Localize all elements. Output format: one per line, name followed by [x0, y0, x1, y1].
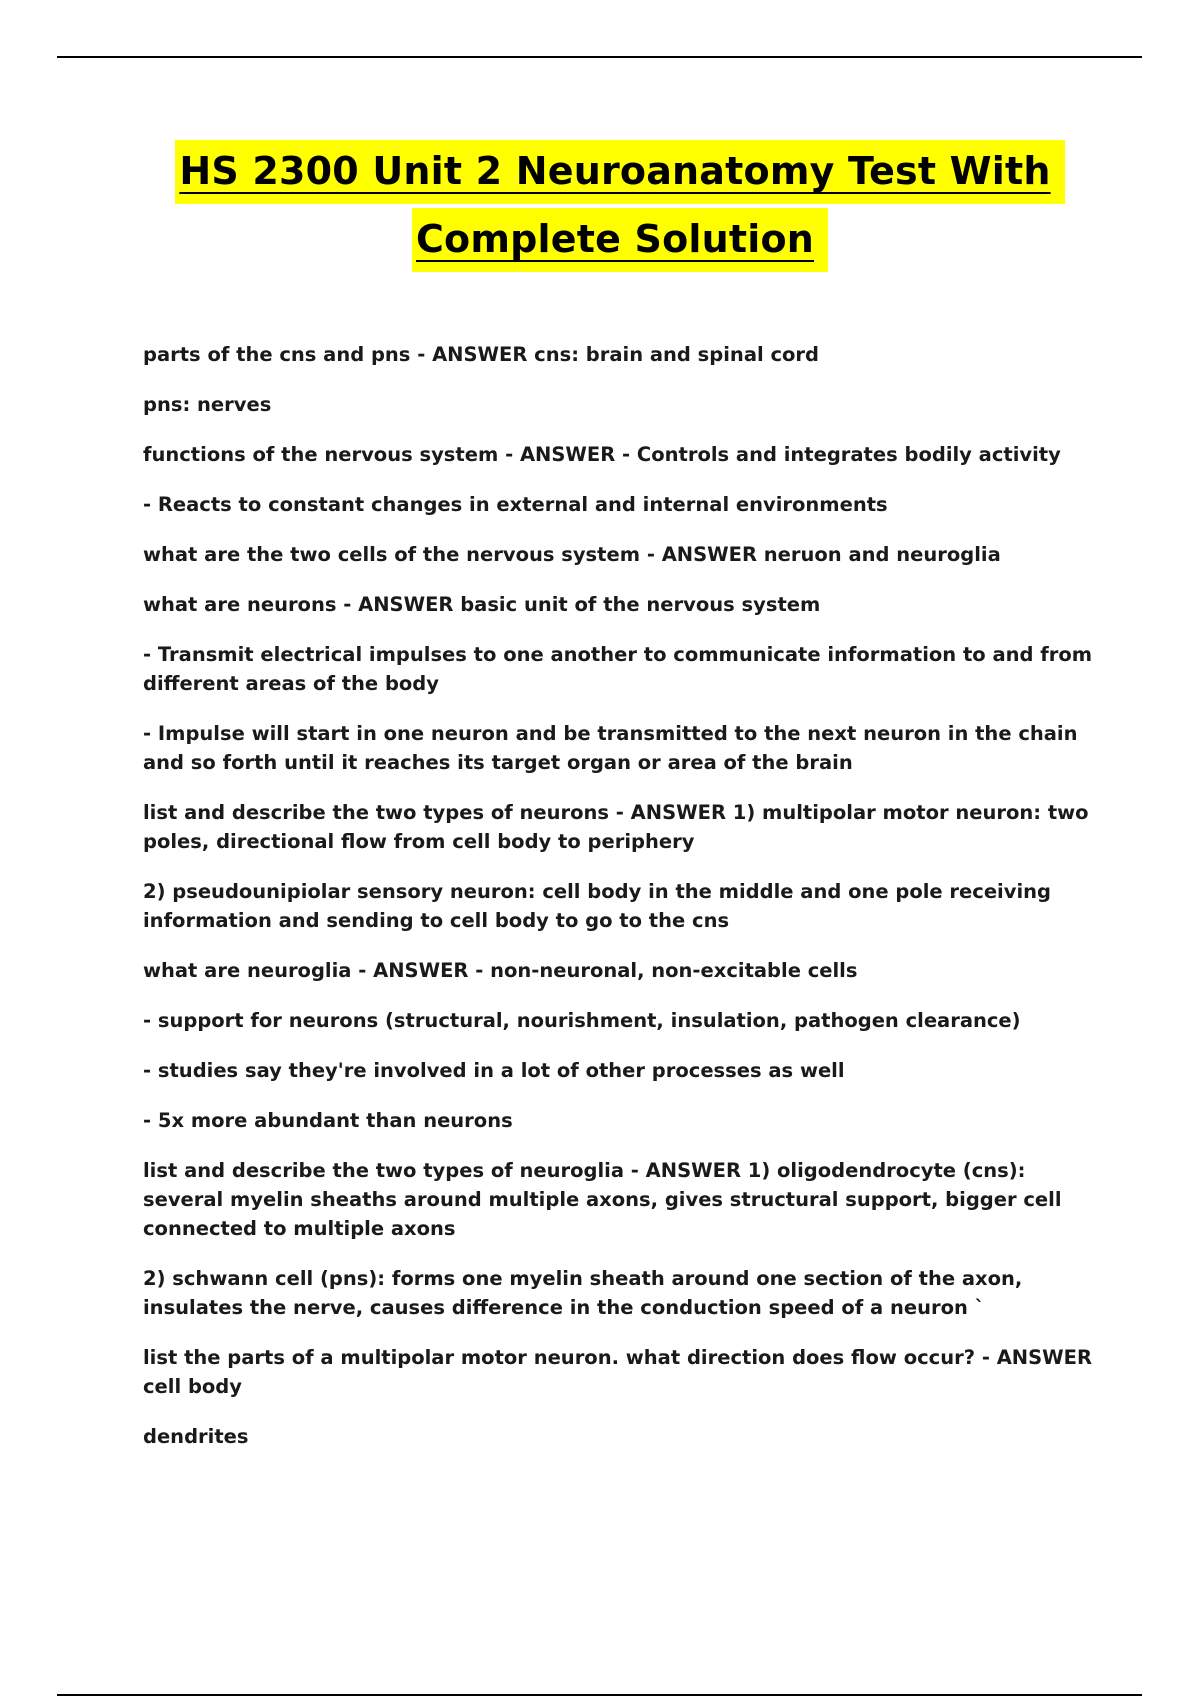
footer-rule — [57, 1694, 1142, 1696]
document-title — [0, 140, 1200, 272]
paragraph: 2) pseudounipiolar sensory neuron: cell body in the middle and one pole receiving information and sending to cell body to go to the cns — [143, 880, 1051, 932]
paragraph: what are neuroglia - ANSWER - non-neuronal, non-excitable cells — [143, 959, 858, 982]
paragraph: parts of the cns and pns - ANSWER cns: brain and spinal cord — [143, 343, 819, 366]
paragraph: - support for neurons (structural, nourishment, insulation, pathogen clearance) — [143, 1009, 1021, 1032]
paragraph: 2) schwann cell (pns): forms one myelin sheath around one section of the axon, insulates the nerve, causes difference in the conduction speed of a neuron ` — [143, 1267, 1023, 1319]
paragraph: - Impulse will start in one neuron and be transmitted to the next neuron in the chain and so forth until it reaches its target organ or area of the brain — [143, 722, 1078, 774]
paragraph: - Reacts to constant changes in external and internal environments — [143, 493, 888, 516]
paragraph: list and describe the two types of neuroglia - ANSWER 1) oligodendrocyte (cns): several myelin sheaths around multiple axons, gives structural support, bigger cell connected to multiple axons — [143, 1159, 1062, 1240]
paragraph: what are neurons - ANSWER basic unit of the nervous system — [143, 593, 821, 616]
paragraph: list the parts of a multipolar motor neuron. what direction does flow occur? - ANSWER cell body — [143, 1346, 1092, 1398]
title-line-2: Complete Solution — [412, 208, 828, 272]
paragraph: what are the two cells of the nervous system - ANSWER neruon and neuroglia — [143, 543, 1001, 566]
paragraph: - 5x more abundant than neurons — [143, 1109, 513, 1132]
paragraph: list and describe the two types of neurons - ANSWER 1) multipolar motor neuron: two poles, directional flow from cell body to periphery — [143, 801, 1089, 853]
paragraph: - Transmit electrical impulses to one another to communicate information to and from different areas of the body — [143, 643, 1093, 695]
title-line-1: HS 2300 Unit 2 Neuroanatomy Test With — [175, 140, 1064, 204]
header-rule — [57, 56, 1142, 58]
document-body — [143, 340, 1103, 1472]
paragraph: functions of the nervous system - ANSWER - Controls and integrates bodily activity — [143, 443, 1061, 466]
paragraph: pns: nerves — [143, 393, 272, 416]
paragraph: dendrites — [143, 1425, 249, 1448]
paragraph: - studies say they're involved in a lot of other processes as well — [143, 1059, 845, 1082]
